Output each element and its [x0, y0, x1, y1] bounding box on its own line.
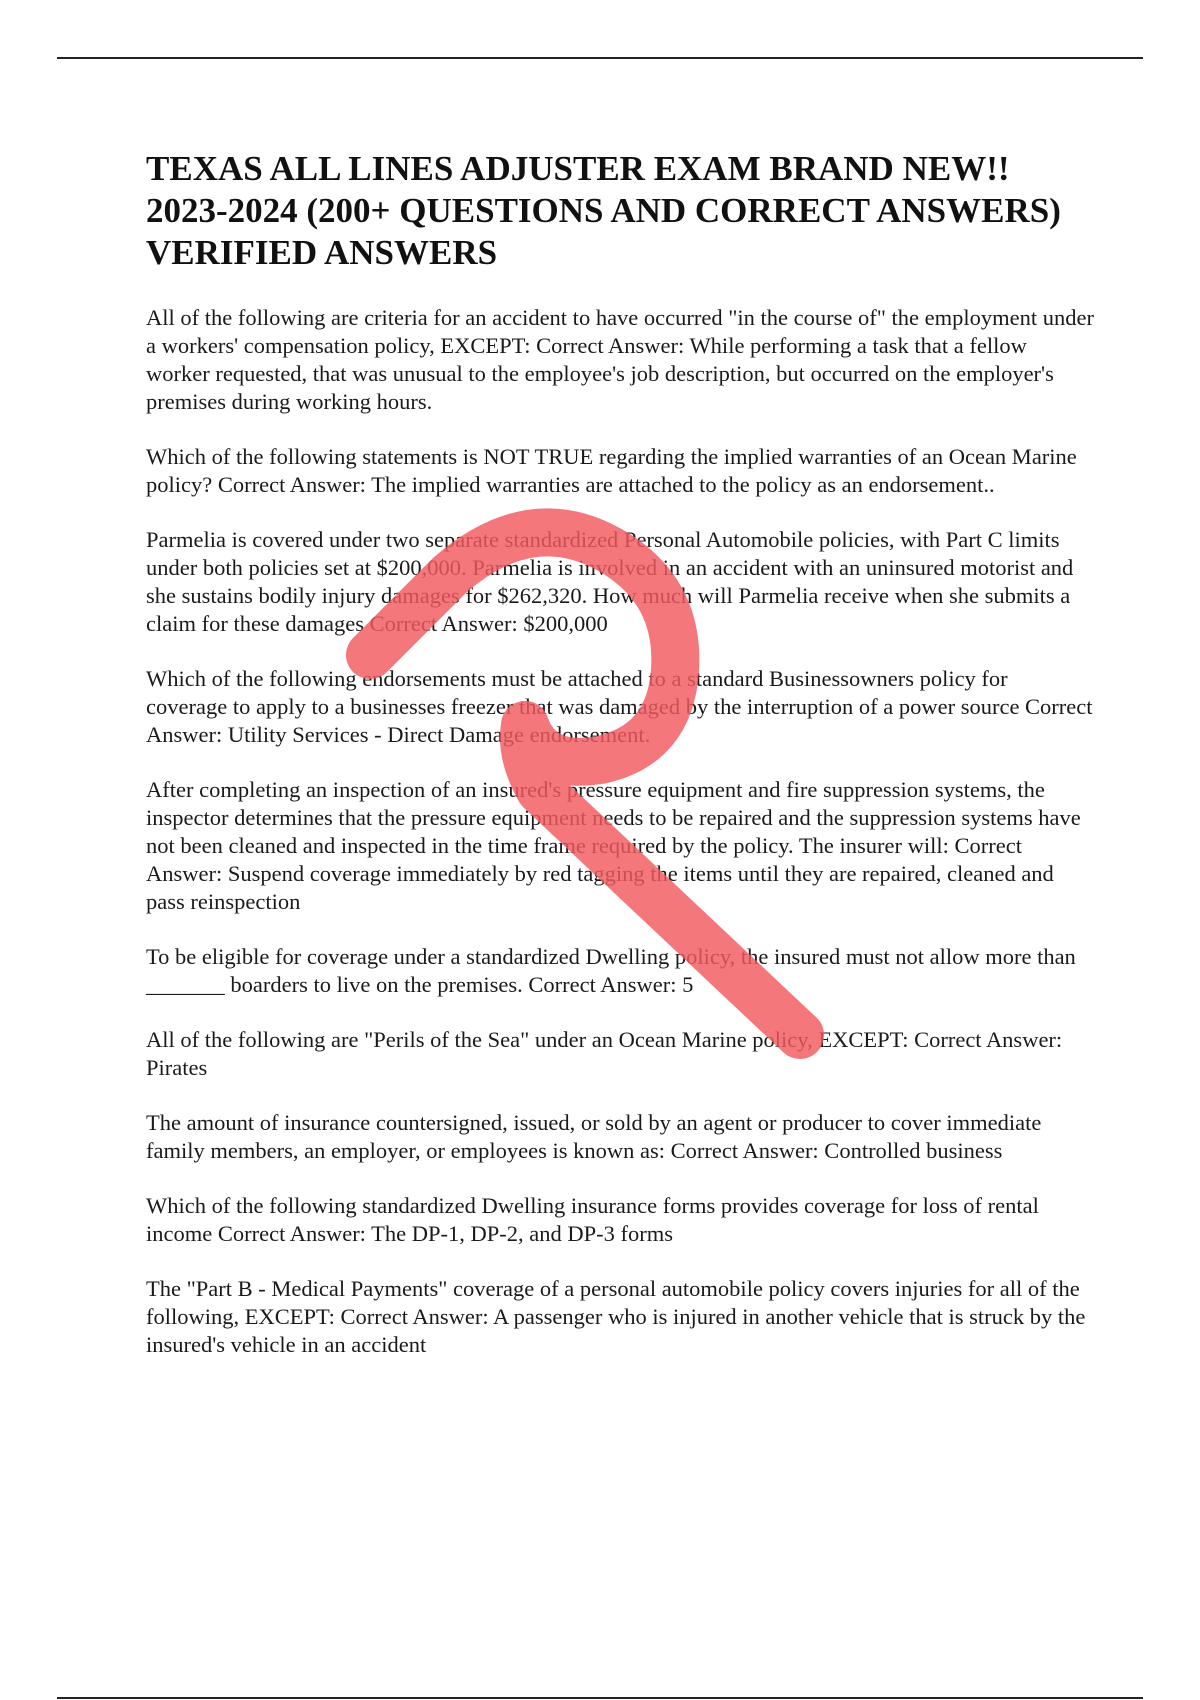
qa-item: Which of the following endorsements must be attached to a standard Businessowners policy for coverage to apply to a businesses freezer that was damaged by the interruption of a power source Correct Answer: Utility Services - Direct Damage endorsement.: [146, 666, 1093, 747]
qa-item: All of the following are "Perils of the Sea" under an Ocean Marine policy, EXCEPT: Correct Answer: Pirates: [146, 1027, 1063, 1080]
document-title: TEXAS ALL LINES ADJUSTER EXAM BRAND NEW!! 2023-2024 (200+ QUESTIONS AND CORRECT ANSWERS) VERIFIED ANSWERS: [146, 149, 1061, 272]
top-divider: [57, 57, 1143, 59]
qa-item: All of the following are criteria for an accident to have occurred "in the course of" the employment under a workers' compensation policy, EXCEPT: Correct Answer: While performing a task that a fellow worker requested, that was unusual to the employee's job description, but occurred on the employer's premises during working hours.: [146, 305, 1094, 414]
qa-list: [146, 304, 1094, 1359]
qa-item: After completing an inspection of an insured's pressure equipment and fire suppression systems, the inspector determines that the pressure equipment needs to be repaired and the suppression systems have not been cleaned and inspected in the time frame required by the policy. The insurer will: Correct Answer: Suspend coverage immediately by red tagging the items until they are repaired, cleaned and pass reinspection: [146, 777, 1081, 914]
bottom-divider: [57, 1697, 1143, 1699]
qa-item: Which of the following standardized Dwelling insurance forms provides coverage for loss of rental income Correct Answer: The DP-1, DP-2, and DP-3 forms: [146, 1193, 1039, 1246]
qa-item: To be eligible for coverage under a standardized Dwelling policy, the insured must not allow more than _______ boarders to live on the premises. Correct Answer: 5: [146, 944, 1076, 997]
qa-item: The "Part B - Medical Payments" coverage of a personal automobile policy covers injuries for all of the following, EXCEPT: Correct Answer: A passenger who is injured in another vehicle that is struck by the insured's vehicle in an accident: [146, 1276, 1086, 1357]
document-body: [146, 148, 1094, 1386]
qa-item: Which of the following statements is NOT TRUE regarding the implied warranties of an Ocean Marine policy? Correct Answer: The implied warranties are attached to the policy as an endorsement..: [146, 444, 1077, 497]
qa-item: Parmelia is covered under two separate standardized Personal Automobile policies, with Part C limits under both policies set at $200,000. Parmelia is involved in an accident with an uninsured motorist and she sustains bodily injury damages for $262,320. How much will Parmelia receive when she submits a claim for these damages Correct Answer: $200,000: [146, 527, 1074, 636]
qa-item: The amount of insurance countersigned, issued, or sold by an agent or producer to cover immediate family members, an employer, or employees is known as: Correct Answer: Controlled business: [146, 1110, 1042, 1163]
